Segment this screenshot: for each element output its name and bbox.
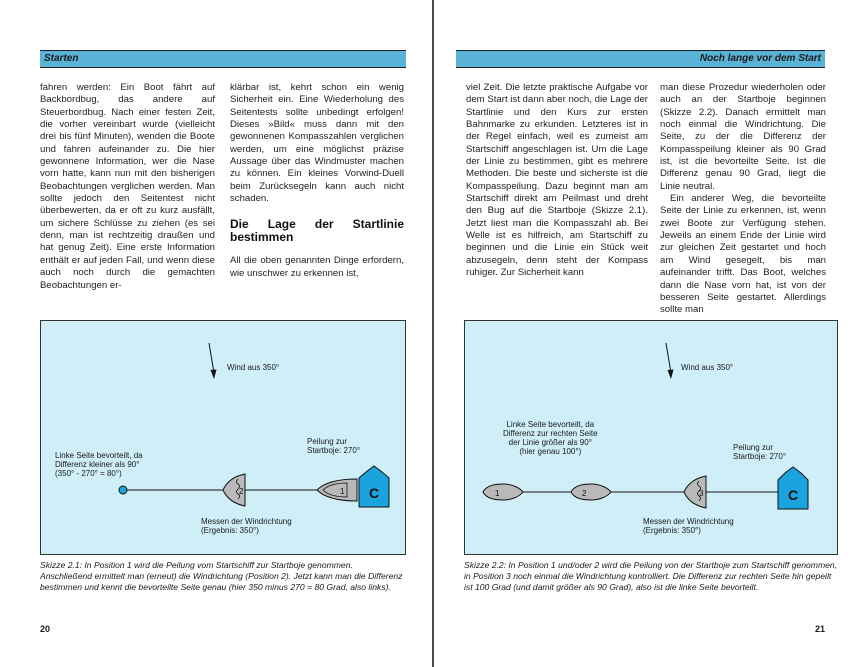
boat-1-icon <box>483 484 523 500</box>
body-paragraph: Ein anderer Weg, die bevorteilte Seite der Linie zu erkennen, ist, wenn zwei Boote zur Verfügung stehen. Jeweils an einem Ende der Linie wird zur gleichen Zeit gestartet und hoch am Wind gesegelt, bis man aufeinander trifft. Das Boot, welches dann die Nase vorn hat, ist von der besseren Seite gestartet. Allerdings sollte man <box>660 193 826 316</box>
body-paragraph: klärbar ist, kehrt schon ein wenig Sicherheit ein. Eine Wiederholung des Seitentests sollte unbedingt erfolgen! Dieses »Bild« muss dann mit den gewonnenen Kompasszahlen verglichen werden, um eine möglichst präzise Aussage über das Windmuster machen zu können. Ein kleines Vorwind-Duell beim Zurücksegeln kann auch nicht schaden. <box>230 82 404 205</box>
left-page <box>0 0 432 667</box>
body-paragraph: fahren werden: Ein Boot fährt auf Backbordbug, das andere auf Steuerbordbug. Nach einer festen Zeit, die vorher vereinbart wurde (vielleicht drei bis fünf Minuten), wenden die Boote und fahren aufeinander zu. Die hier gewonnene Information, wer die Nase vorn hatte, kann nun mit den bisherigen Beobachtungen verglichen werden. Man sollte jedoch den Seitentest nicht überbewerten, da er oft zu kurz ausfällt, um sichere Schlüsse zu ziehen (es sei denn, man ist rechtzeitig draußen und hat genug Zeit). Eine erste Information enthält er auf jeden Fall, und wenn diese auch noch durch die gemachten Beobachtungen er- <box>40 82 215 291</box>
body-paragraph: viel Zeit. Die letzte praktische Aufgabe vor dem Start ist dann aber noch, die Lage der Startlinie und den Kurs zur ersten Bahnmarke zu erkunden. Letzteres ist in der Regel einfach, weil es zumeist am Startschiff angeschlagen ist. Um die Lage der Linie zu bestimmen, gibt es mehrere Methoden. Die beste und sicherste ist die Kompasspeilung. Dazu beginnt man am Startschiff direkt am Peilmast und dreht den Bug auf die Startboje (Skizze 2.1). Jetzt liest man die Kompasszahl ab. Bei Welle ist es hilfreich, am Startschiff zu beginnen und die Linie ein Stück weit abzusegeln, denn steht der Kompass ruhiger. Zur Sicherheit kann <box>466 82 648 279</box>
svg-text:2: 2 <box>239 487 244 496</box>
wind-label: Wind aus 350° <box>227 363 280 372</box>
figure-caption: Skizze 2.1: In Position 1 wird die Peilung vom Startschiff zur Startboje genommen. Anschließend ermittelt man (erneut) die Windrichtung (Position 2). Jetzt kann man die Differenz bestimmen und kennt die bevorteilte Seite genau (hier 350 minus 270 = 80 Grad, also links). <box>40 560 403 592</box>
wind-measure-label: Messen der Windrichtung (Ergebnis: 350°) <box>201 517 292 535</box>
svg-text:1: 1 <box>340 487 345 496</box>
start-buoy <box>119 486 127 494</box>
svg-text:1: 1 <box>495 489 500 498</box>
svg-text:C: C <box>787 487 799 503</box>
favored-side-label: Linke Seite bevorteilt, da Differenz zur rechten Seite der Linie größer als 90° (hier genau 100°) <box>503 420 598 456</box>
sketch-figure <box>40 320 406 555</box>
wind-arrow-icon <box>209 343 217 379</box>
committee-boat-icon <box>778 467 808 509</box>
boat-2-icon <box>223 474 245 506</box>
body-paragraph: man diese Prozedur wiederholen oder auch an der Startboje beginnen (Skizze 2.2). Danach ermittelt man noch einmal die Windrichtung. Die Seite, zu der die Differenz der Kompasspeilung kleiner als 90 Grad ist, ist die bevorteilte Seite. Ist die Differenz genau 90 Grad, liegt die Linie neutral. <box>660 82 826 192</box>
page-number: 21 <box>814 624 825 634</box>
figure-caption: Skizze 2.2: In Position 1 und/oder 2 wird die Peilung von der Startboje zum Startschiff genommen, in Position 3 noch einmal die Windrichtung kontrolliert. Die Differenz zur rechten Seite hin gepeilt ist 100 Grad (und damit größer als 90 Grad), also ist die linke Seite bevorteilt. <box>464 560 838 592</box>
boat-2-icon <box>571 484 611 500</box>
boat-1-icon <box>317 479 357 501</box>
bearing-label: Peilung zur Startboje: 270° <box>733 443 787 461</box>
text-column-1 <box>40 82 215 292</box>
bearing-label: Peilung zur Startboje: 270° <box>307 437 361 455</box>
committee-boat-icon <box>359 466 389 507</box>
sketch-figure <box>464 320 838 555</box>
section-heading: Die Lage der Startlinie bestimmen <box>230 217 404 245</box>
right-page <box>434 0 865 667</box>
section-header: Noch lange vor dem Start <box>456 50 825 68</box>
wind-label: Wind aus 350° <box>681 363 734 372</box>
text-column-2 <box>230 82 404 280</box>
wind-arrow-icon <box>666 343 674 379</box>
boat-3-icon <box>684 476 706 508</box>
body-paragraph: All die oben genannten Dinge erfordern, wie unschwer zu erkennen ist, <box>230 255 404 279</box>
svg-text:3: 3 <box>699 489 704 498</box>
text-column-2 <box>660 82 826 317</box>
svg-text:2: 2 <box>582 489 587 498</box>
section-header: Starten <box>40 50 406 68</box>
text-column-1 <box>466 82 648 280</box>
wind-measure-label: Messen der Windrichtung (Ergebnis: 350°) <box>643 517 734 535</box>
favored-side-label: Linke Seite bevorteilt, da Differenz kleiner als 90° (350° - 270° = 80°) <box>55 451 143 478</box>
svg-text:C: C <box>368 485 380 501</box>
page-number: 20 <box>40 624 51 634</box>
